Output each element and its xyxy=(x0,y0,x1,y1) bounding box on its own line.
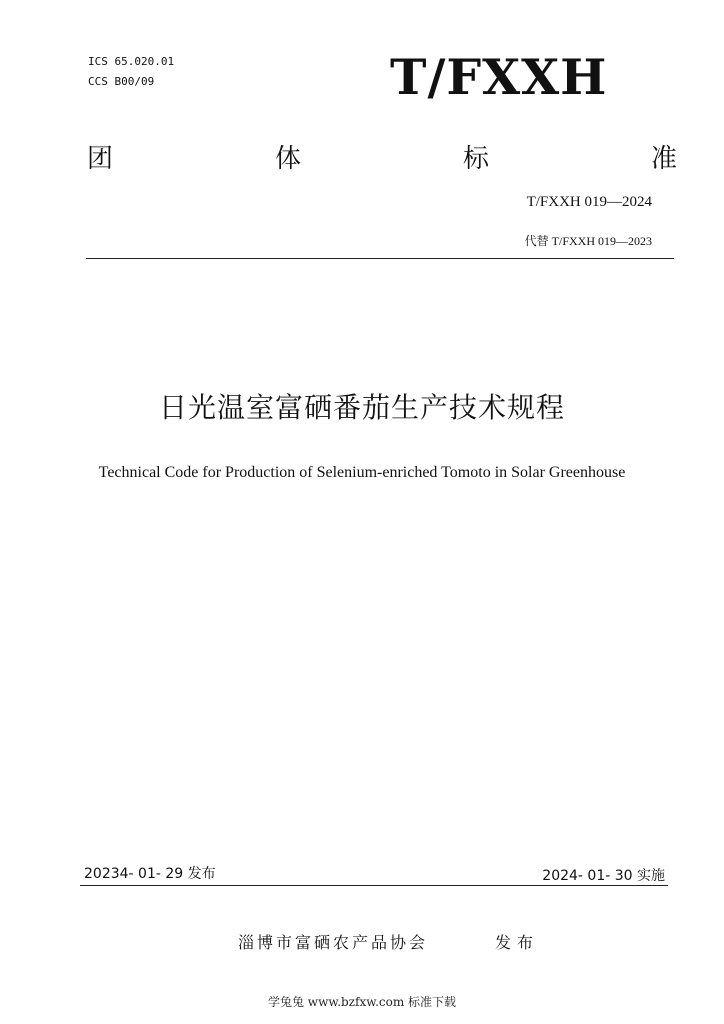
standard-type-char: 标 xyxy=(462,144,489,174)
footer-site-name: 学兔兔 xyxy=(267,995,304,1009)
document-title-zh: 日光温室富硒番茄生产技术规程 xyxy=(158,391,565,424)
issuing-organization: 淄博市富硒农产品协会 xyxy=(238,933,429,952)
watermark-footer xyxy=(0,994,724,1010)
ics-code: 65.020.01 xyxy=(114,55,175,68)
ccs-label: CCS xyxy=(88,75,108,88)
standard-type-char: 准 xyxy=(650,144,677,174)
footer-url[interactable]: www.bzfxw.com xyxy=(307,995,405,1009)
bottom-divider xyxy=(80,885,668,886)
publish-date: 20234- 01- 29 发布 xyxy=(84,866,216,882)
ccs-classification xyxy=(88,75,154,89)
document-title-en: Technical Code for Production of Selenium-enriched Tomoto in Solar Greenhouse xyxy=(98,464,626,481)
standard-type-char: 团 xyxy=(87,144,114,174)
standard-code: T/FXXH 019—2024 xyxy=(526,194,652,210)
standard-type-char: 体 xyxy=(274,144,301,174)
standard-logo: T/FXXH xyxy=(390,48,608,106)
replaces-note: 代替 T/FXXH 019—2023 xyxy=(524,234,652,248)
top-divider xyxy=(86,258,674,259)
standard-type-heading xyxy=(87,142,677,176)
footer-tagline: 标准下载 xyxy=(408,995,457,1009)
issue-label: 发布 xyxy=(495,933,540,952)
ics-label: ICS xyxy=(88,55,108,68)
implement-date: 2024- 01- 30 实施 xyxy=(542,868,665,884)
ics-classification xyxy=(88,55,174,69)
ccs-code: B00/09 xyxy=(114,75,155,88)
